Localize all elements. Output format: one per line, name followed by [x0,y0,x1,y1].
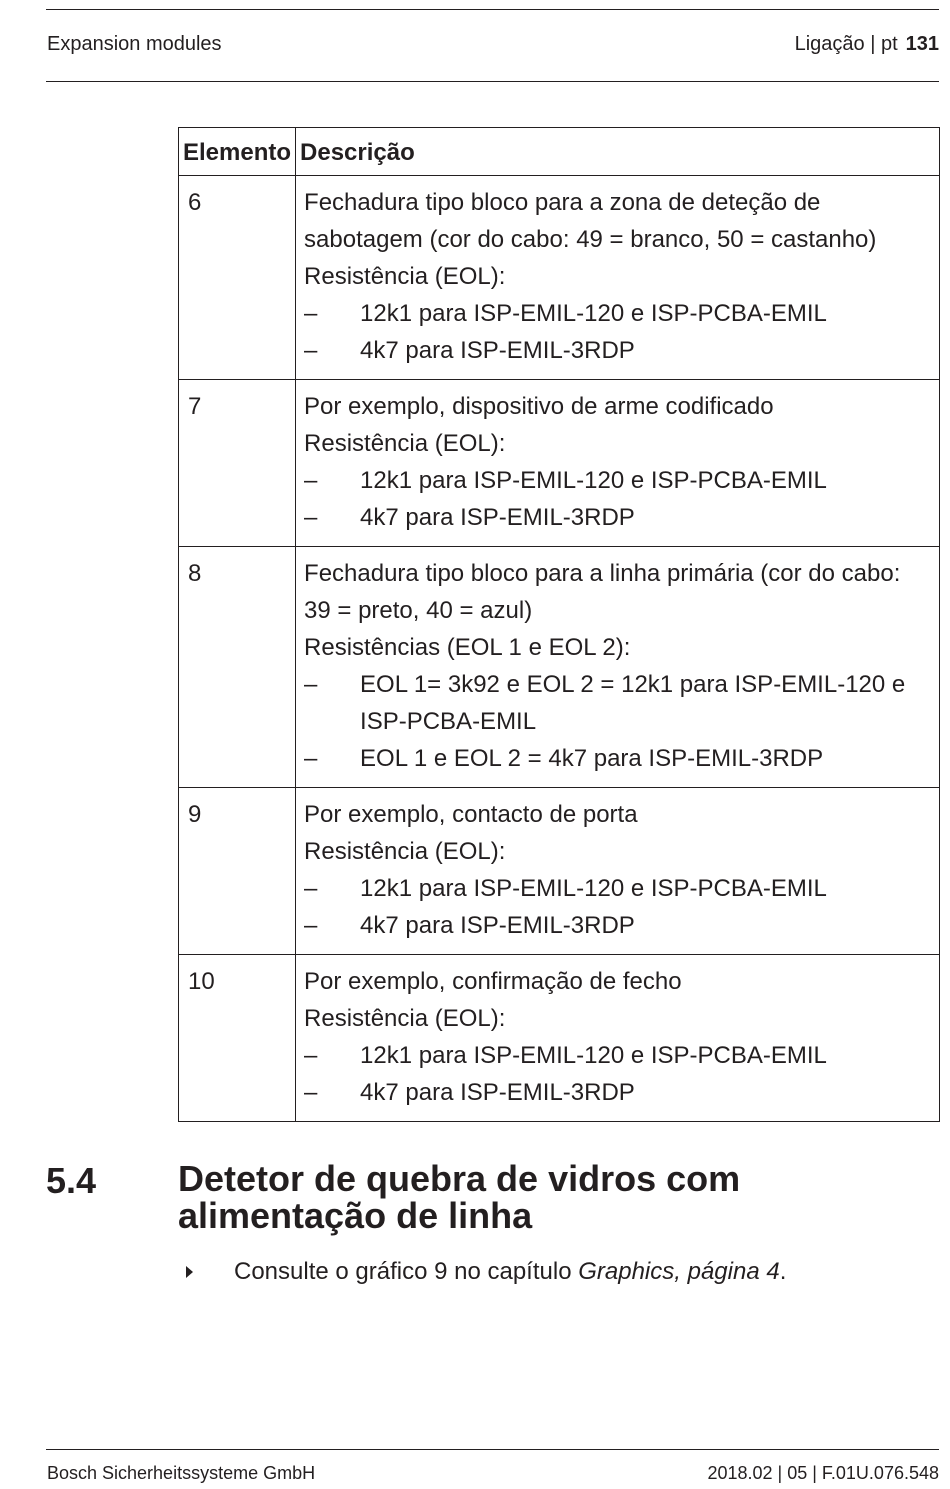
element-number: 7 [179,380,296,547]
table-header-row [179,128,940,176]
resistance-value: 4k7 para ISP-EMIL-3RDP [360,337,635,364]
resistance-list-item [304,462,931,499]
table-row [179,547,940,788]
header-right [795,33,939,56]
dash-bullet: – [304,337,318,364]
element-description-table [178,127,940,1122]
column-header-element: Elemento [179,128,296,176]
resistance-list-item [304,1037,931,1074]
resistance-value: 12k1 para ISP-EMIL-120 e ISP-PCBA-EMIL [360,467,827,494]
element-description [296,176,940,380]
resistance-list-item [304,907,931,944]
element-description [296,547,940,788]
dash-bullet: – [304,875,318,902]
resistance-value: 4k7 para ISP-EMIL-3RDP [360,912,635,939]
resistance-value: EOL 1 e EOL 2 = 4k7 para ISP-EMIL-3RDP [360,745,824,772]
column-header-description: Descrição [296,128,940,176]
resistance-value: 12k1 para ISP-EMIL-120 e ISP-PCBA-EMIL [360,875,827,902]
footer-doc-id: 2018.02 | 05 | F.01U.076.548 [707,1463,939,1483]
dash-bullet: – [304,300,318,327]
description-line: Por exemplo, dispositivo de arme codificado [304,393,774,420]
step-text-plain: Consulte o gráfico 9 no capítulo [234,1258,579,1285]
description-line: Por exemplo, contacto de porta [304,801,638,828]
resistance-list-item [304,499,931,536]
description-line: Fechadura tipo bloco para a zona de deteção de sabotagem (cor do cabo: 49 = branco, 50 = castanho) [304,189,877,253]
table-body [179,176,940,1122]
table-row [179,380,940,547]
description-line: Resistência (EOL): [304,1005,506,1032]
dash-bullet: – [304,1042,318,1069]
table-row [179,955,940,1122]
resistance-list-item [304,870,931,907]
header-section-lang: Ligação | pt [794,33,898,55]
graphics-reference-link[interactable]: Graphics, página 4 [578,1258,780,1285]
description-line: Fechadura tipo bloco para a linha primária (cor do cabo: 39 = preto, 40 = azul) [304,560,901,624]
header-top-rule [46,9,939,10]
resistance-value: EOL 1= 3k92 e EOL 2 = 12k1 para ISP-EMIL-120 e ISP-PCBA-EMIL [360,671,906,735]
section-number: 5.4 [46,1160,97,1201]
description-line: Por exemplo, confirmação de fecho [304,968,682,995]
dash-bullet: – [304,745,318,772]
resistance-value: 12k1 para ISP-EMIL-120 e ISP-PCBA-EMIL [360,1042,827,1069]
section-title: Detetor de quebra de vidros com alimentação de linha [178,1158,741,1236]
resistance-value: 12k1 para ISP-EMIL-120 e ISP-PCBA-EMIL [360,300,827,327]
resistance-list-item [304,1074,931,1111]
element-description [296,380,940,547]
description-line: Resistências (EOL 1 e EOL 2): [304,634,631,661]
step-arrow-icon [186,1266,193,1278]
page-number: 131 [905,33,939,55]
element-number: 8 [179,547,296,788]
instruction-step [186,1258,786,1286]
dash-bullet: – [304,467,318,494]
resistance-list-item [304,740,931,777]
resistance-value: 4k7 para ISP-EMIL-3RDP [360,504,635,531]
resistance-value: 4k7 para ISP-EMIL-3RDP [360,1079,635,1106]
footer-rule [46,1449,939,1450]
resistance-list-item [304,666,931,740]
table-row [179,788,940,955]
dash-bullet: – [304,1079,318,1106]
element-number: 10 [179,955,296,1122]
step-text-end: . [779,1258,787,1285]
dash-bullet: – [304,912,318,939]
description-line: Resistência (EOL): [304,838,506,865]
table-row [179,176,940,380]
dash-bullet: – [304,504,318,531]
element-description [296,788,940,955]
resistance-list-item [304,332,931,369]
header-bottom-rule [46,81,939,82]
element-description [296,955,940,1122]
dash-bullet: – [304,671,318,698]
resistance-list-item [304,295,931,332]
description-line: Resistência (EOL): [304,263,506,290]
element-number: 9 [179,788,296,955]
description-line: Resistência (EOL): [304,430,506,457]
footer-company: Bosch Sicherheitssysteme GmbH [47,1463,316,1483]
step-text [234,1258,786,1286]
element-number: 6 [179,176,296,380]
header-chapter: Expansion modules [47,33,222,55]
